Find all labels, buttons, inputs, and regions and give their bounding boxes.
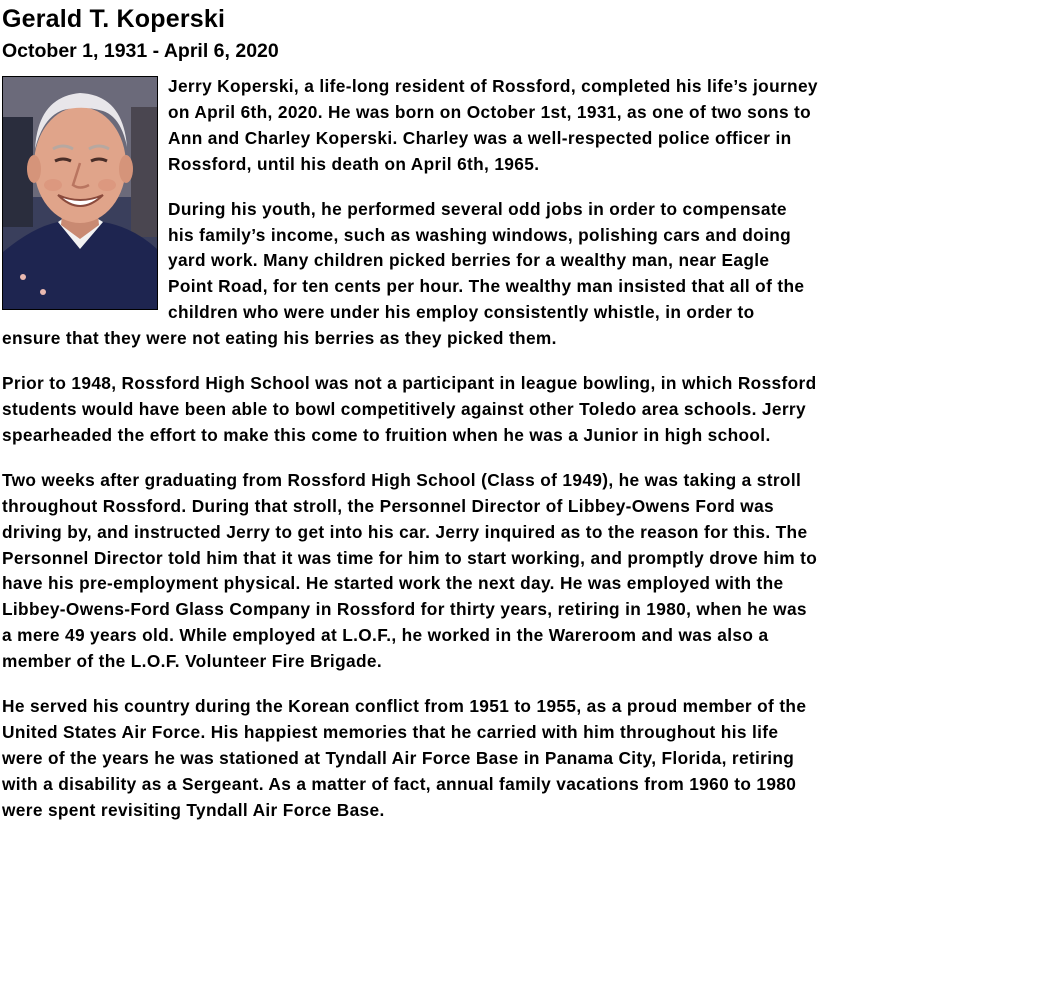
page-title: Gerald T. Koperski xyxy=(2,5,226,33)
paragraph-youth: During his youth, he performed several odd jobs in order to compensate his family’s income, such as washing windows, polishing cars and doing yard work. Many children picked berries for a wealthy man, near Eagle Point Road, for ten cents per hour. The wealthy man insisted that all of the children who were under his employ consistently whistle, in order to ensure that they were not eating his berries as they picked them. xyxy=(2,198,805,349)
life-dates: October 1, 1931 - April 6, 2020 xyxy=(2,40,279,62)
obituary-page xyxy=(2,4,818,843)
portrait-photo-icon xyxy=(3,77,157,309)
paragraph-career: Two weeks after graduating from Rossford High School (Class of 1949), he was taking a stroll throughout Rossford. During that stroll, the Personnel Director of Libbey-Owens Ford was driving by, and instructed Jerry to get into his car. Jerry inquired as to the reason for this. The Personnel Director told him that it was time for him to start working, and promptly drove him to have his pre-employment physical. He started work the next day. He was employed with the Libbey-Owens-Ford Glass Company in Rossford for thirty years, retiring in 1980, when he was a mere 49 years old. While employed at L.O.F., he worked in the Wareroom and was also a member of the L.O.F. Volunteer Fire Brigade. xyxy=(2,469,818,672)
paragraph-bowling: Prior to 1948, Rossford High School was not a participant in league bowling, in which Rossford students would have been able to bowl competitively against other Toledo area schools. Jerry spearheaded the effort to make this come to fruition when he was a Junior in high school. xyxy=(2,373,817,445)
paragraph-early-life: Jerry Koperski, a life-long resident of Rossford, completed his life’s journey on April 6th, 2020. He was born on October 1st, 1931, as one of two sons to Ann and Charley Koperski. Charley was a well-respected police officer in Rossford, until his death on April 6th, 1965. xyxy=(168,76,818,174)
paragraph-military: He served his country during the Korean conflict from 1951 to 1955, as a proud member of the United States Air Force. His happiest memories that he carried with him throughout his life were of the years he was stationed at Tyndall Air Force Base in Panama City, Florida, retiring with a disability as a Sergeant. As a matter of fact, annual family vacations from 1960 to 1980 were spent revisiting Tyndall Air Force Base. xyxy=(2,696,807,820)
portrait-photo xyxy=(2,76,158,310)
